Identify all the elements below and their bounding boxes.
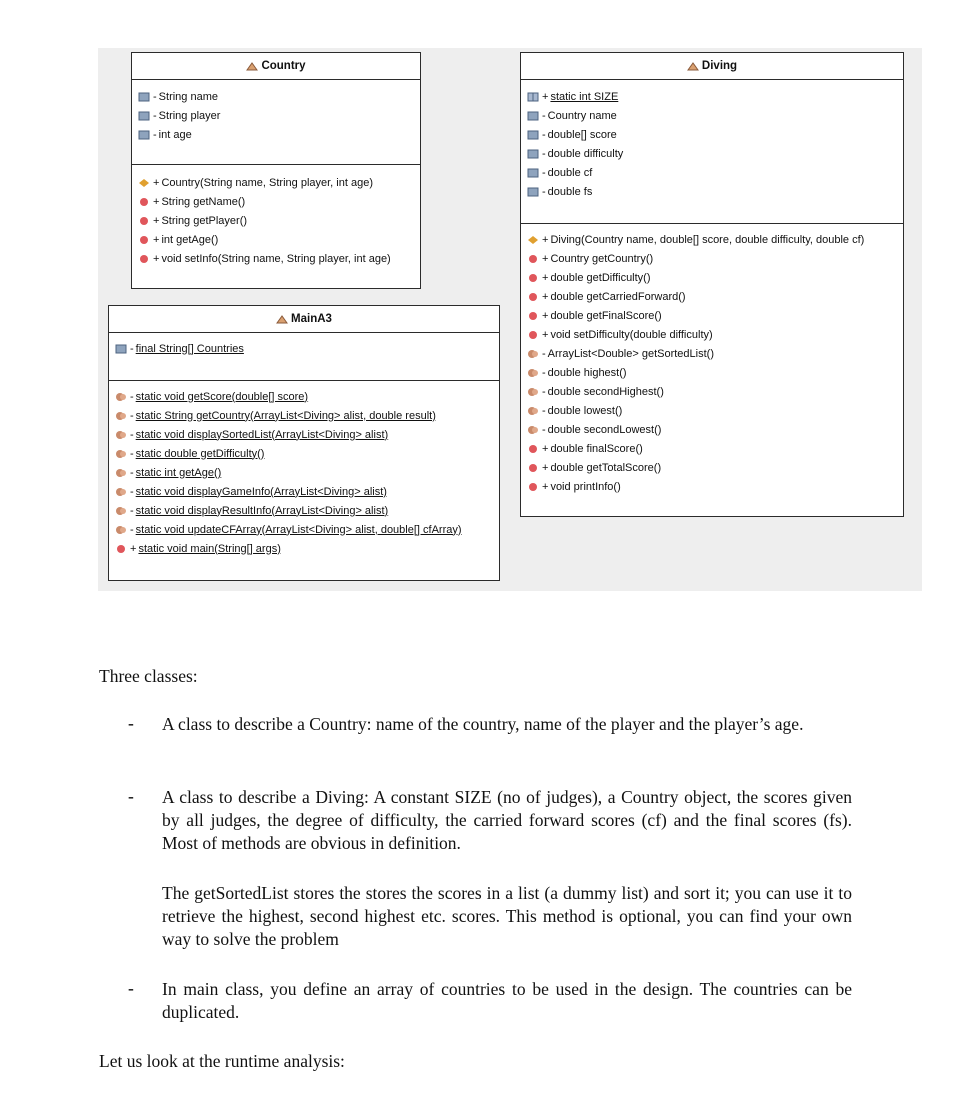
bullet-mark: - bbox=[128, 978, 134, 998]
private-method-icon bbox=[115, 392, 127, 402]
diving-method-4: + double getFinalScore() bbox=[521, 306, 903, 325]
private-method-icon bbox=[115, 468, 127, 478]
diving-method-12: + double getTotalScore() bbox=[521, 458, 903, 477]
public-method-icon bbox=[527, 292, 539, 302]
diving-method-5: + void setDifficulty(double difficulty) bbox=[521, 325, 903, 344]
field-icon bbox=[115, 344, 127, 354]
main-method-4: - static int getAge() bbox=[109, 463, 499, 482]
main-method-6: - static void displayResultInfo(ArrayList<Diving> alist) bbox=[109, 501, 499, 520]
bullet-diving: A class to describe a Diving: A constant SIZE (no of judges), a Country object, the scores given by all judges, the degree of difficulty, the carried forward scores (cf) and the final scores (fs). Most of methods are obvious in definition. bbox=[162, 787, 852, 853]
diving-method-8: - double secondHighest() bbox=[521, 382, 903, 401]
private-method-icon bbox=[527, 368, 539, 378]
diving-method-6: - ArrayList<Double> getSortedList() bbox=[521, 344, 903, 363]
public-method-icon bbox=[527, 330, 539, 340]
private-method-icon bbox=[115, 487, 127, 497]
country-attr-1: - String player bbox=[132, 106, 420, 125]
public-method-icon bbox=[138, 216, 150, 226]
main-attr-0: - final String[] Countries bbox=[109, 339, 499, 358]
field-icon bbox=[138, 92, 150, 102]
field-icon bbox=[527, 111, 539, 121]
bullet-country: A class to describe a Country: name of the country, name of the player and the player’s age. bbox=[162, 714, 804, 734]
closing-text: Let us look at the runtime analysis: bbox=[99, 1051, 345, 1071]
diving-note: The getSortedList stores the stores the scores in a list (a dummy list) and sort it; you can use it to retrieve the highest, second highest etc. scores. This method is optional, you can find your own way to solve the problem bbox=[162, 883, 852, 949]
main-method-0: - static void getScore(double[] score) bbox=[109, 387, 499, 406]
country-method-3: + int getAge() bbox=[132, 230, 420, 249]
diving-attr-5: - double fs bbox=[521, 182, 903, 201]
private-method-icon bbox=[527, 406, 539, 416]
bullet-main: In main class, you define an array of countries to be used in the design. The countries can be duplicated. bbox=[162, 979, 852, 1022]
diving-method-9: - double lowest() bbox=[521, 401, 903, 420]
private-method-icon bbox=[115, 506, 127, 516]
private-method-icon bbox=[527, 387, 539, 397]
field-icon bbox=[527, 130, 539, 140]
diving-class-title: Diving bbox=[521, 53, 903, 80]
diving-attributes bbox=[521, 80, 903, 224]
country-method-2: + String getPlayer() bbox=[132, 211, 420, 230]
diving-method-0: + Diving(Country name, double[] score, double difficulty, double cf) bbox=[521, 230, 903, 249]
diving-method-7: - double highest() bbox=[521, 363, 903, 382]
diving-method-13: + void printInfo() bbox=[521, 477, 903, 496]
country-class-box bbox=[131, 52, 421, 289]
main-method-2: - static void displaySortedList(ArrayList<Diving> alist) bbox=[109, 425, 499, 444]
main-method-5: - static void displayGameInfo(ArrayList<Diving> alist) bbox=[109, 482, 499, 501]
public-method-icon bbox=[527, 273, 539, 283]
public-method-icon bbox=[527, 444, 539, 454]
country-attributes bbox=[132, 80, 420, 165]
country-class-title: Country bbox=[132, 53, 420, 80]
main-method-1: - static String getCountry(ArrayList<Diving> alist, double result) bbox=[109, 406, 499, 425]
main-methods bbox=[109, 381, 499, 558]
diving-method-10: - double secondLowest() bbox=[521, 420, 903, 439]
static-field-icon bbox=[527, 92, 539, 102]
diving-methods bbox=[521, 224, 903, 496]
public-method-icon bbox=[138, 197, 150, 207]
diving-method-11: + double finalScore() bbox=[521, 439, 903, 458]
private-method-icon bbox=[527, 425, 539, 435]
public-method-icon bbox=[527, 482, 539, 492]
country-method-0: + Country(String name, String player, int age) bbox=[132, 173, 420, 192]
country-method-4: + void setInfo(String name, String player, int age) bbox=[132, 249, 420, 268]
field-icon bbox=[138, 130, 150, 140]
bullet-mark: - bbox=[128, 786, 134, 806]
private-method-icon bbox=[115, 411, 127, 421]
country-method-1: + String getName() bbox=[132, 192, 420, 211]
public-method-icon bbox=[527, 254, 539, 264]
class-icon bbox=[246, 61, 258, 71]
constructor-icon bbox=[527, 235, 539, 245]
main-class-box bbox=[108, 305, 500, 581]
diving-class-box bbox=[520, 52, 904, 517]
diving-attr-3: - double difficulty bbox=[521, 144, 903, 163]
main-method-3: - static double getDifficulty() bbox=[109, 444, 499, 463]
diving-method-1: + Country getCountry() bbox=[521, 249, 903, 268]
main-method-8: + static void main(String[] args) bbox=[109, 539, 499, 558]
private-method-icon bbox=[115, 430, 127, 440]
diving-method-3: + double getCarriedForward() bbox=[521, 287, 903, 306]
public-method-icon bbox=[115, 544, 127, 554]
diving-attr-4: - double cf bbox=[521, 163, 903, 182]
field-icon bbox=[527, 149, 539, 159]
class-icon bbox=[276, 314, 288, 324]
field-icon bbox=[138, 111, 150, 121]
class-icon bbox=[687, 61, 699, 71]
constructor-icon bbox=[138, 178, 150, 188]
public-method-icon bbox=[138, 254, 150, 264]
diving-attr-1: - Country name bbox=[521, 106, 903, 125]
country-attr-0: - String name bbox=[132, 87, 420, 106]
private-method-icon bbox=[527, 349, 539, 359]
intro-text: Three classes: bbox=[99, 666, 198, 686]
country-methods bbox=[132, 165, 420, 268]
private-method-icon bbox=[115, 449, 127, 459]
field-icon bbox=[527, 187, 539, 197]
private-method-icon bbox=[115, 525, 127, 535]
field-icon bbox=[527, 168, 539, 178]
diving-attr-2: - double[] score bbox=[521, 125, 903, 144]
main-attributes bbox=[109, 333, 499, 381]
public-method-icon bbox=[527, 463, 539, 473]
main-class-title: MainA3 bbox=[109, 306, 499, 333]
country-attr-2: - int age bbox=[132, 125, 420, 144]
main-method-7: - static void updateCFArray(ArrayList<Diving> alist, double[] cfArray) bbox=[109, 520, 499, 539]
diving-attr-0: + static int SIZE bbox=[521, 87, 903, 106]
bullet-mark: - bbox=[128, 713, 134, 733]
public-method-icon bbox=[527, 311, 539, 321]
public-method-icon bbox=[138, 235, 150, 245]
diving-method-2: + double getDifficulty() bbox=[521, 268, 903, 287]
